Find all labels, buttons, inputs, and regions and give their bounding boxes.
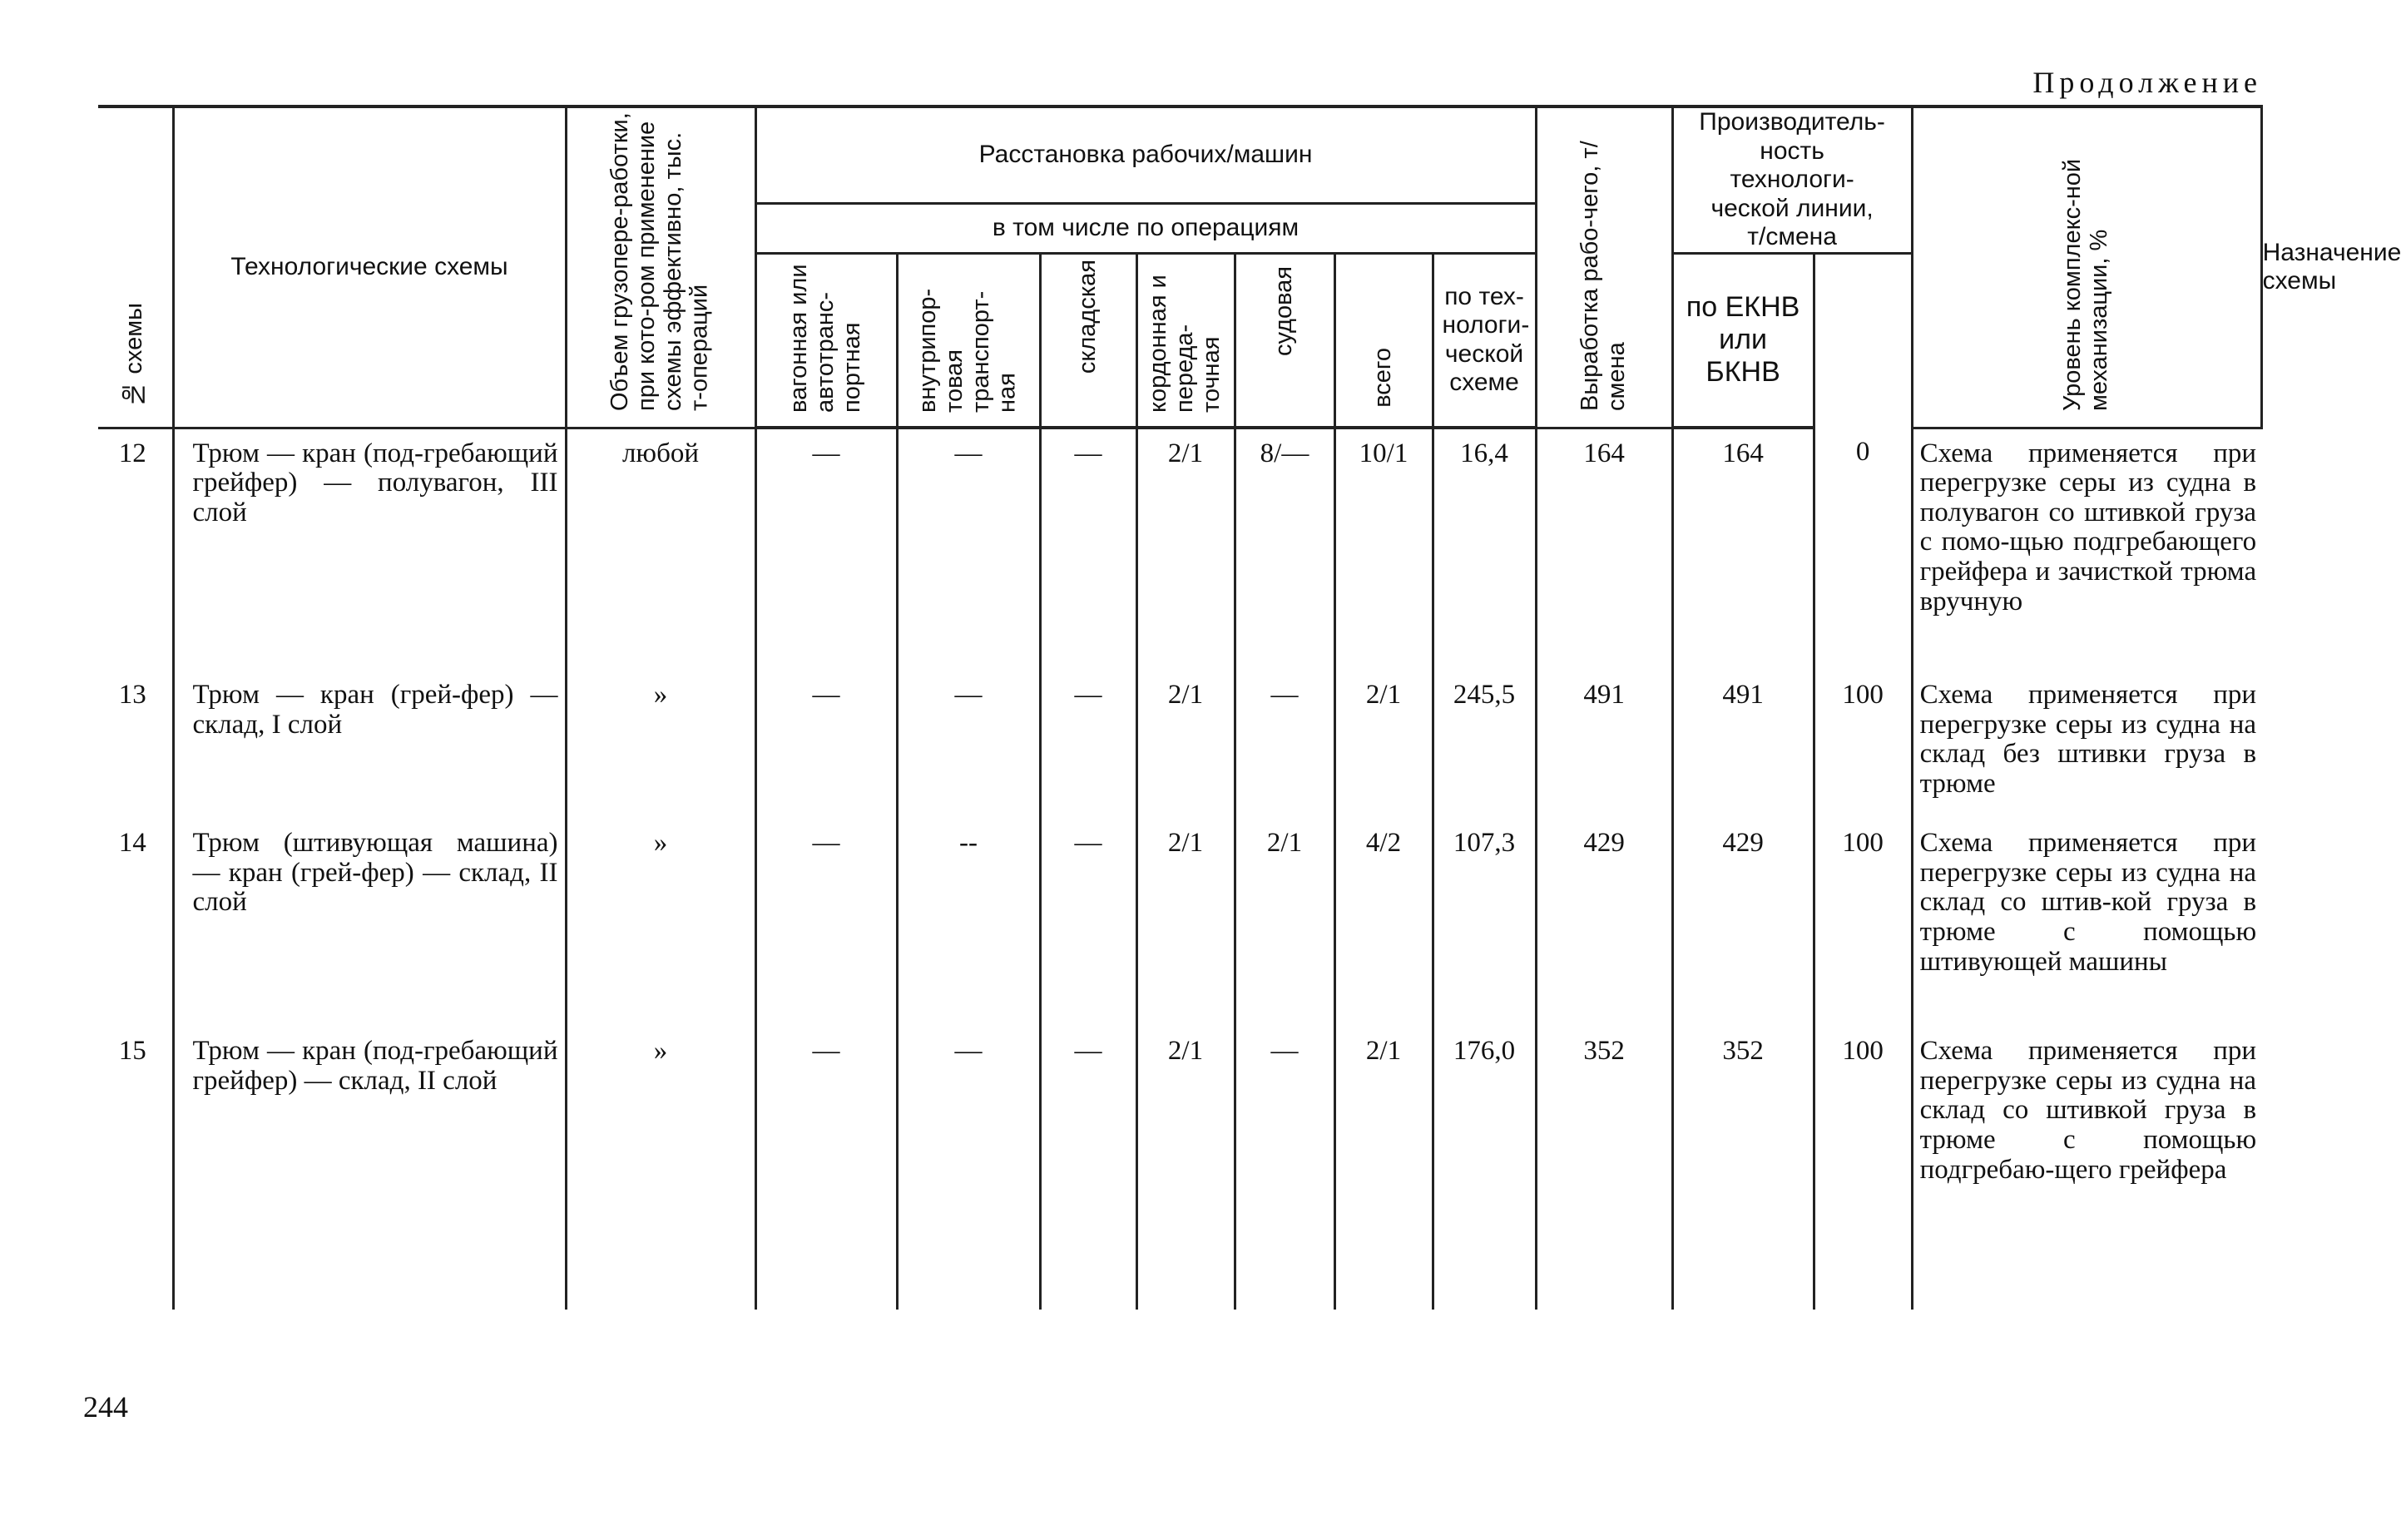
- cell-total: 2/1: [1334, 1027, 1433, 1310]
- header-by-eknv: по ЕКНВ или БКНВ: [1672, 253, 1814, 428]
- cell-by-scheme: 491: [1536, 671, 1672, 819]
- cell-no: 15: [98, 1027, 173, 1310]
- cell-by-eknv: 491: [1672, 671, 1814, 819]
- cell-warehouse: —: [1040, 428, 1136, 671]
- cell-output: 245,5: [1433, 671, 1536, 819]
- cell-internal: —: [897, 428, 1040, 671]
- cell-ship: —: [1235, 1027, 1334, 1310]
- cell-internal: —: [897, 1027, 1040, 1310]
- cell-volume: »: [566, 819, 755, 1027]
- header-op-wagon: вагонная или автотранс-портная: [755, 253, 897, 428]
- cell-by-scheme: 429: [1536, 819, 1672, 1027]
- cell-mech: 100: [1814, 671, 1912, 819]
- cell-by-eknv: 429: [1672, 819, 1814, 1027]
- cell-no: 14: [98, 819, 173, 1027]
- cell-wagon: —: [755, 428, 897, 671]
- cell-no: 13: [98, 671, 173, 819]
- cell-cordon: 2/1: [1136, 819, 1235, 1027]
- cell-mech: 100: [1814, 819, 1912, 1027]
- header-including-ops: в том числе по операциям: [755, 204, 1536, 253]
- cell-warehouse: —: [1040, 819, 1136, 1027]
- header-op-ship: судовая: [1235, 253, 1334, 428]
- cell-cordon: 2/1: [1136, 1027, 1235, 1310]
- cell-output: 176,0: [1433, 1027, 1536, 1310]
- cell-scheme: Трюм — кран (под-гребающий грейфер) — полувагон, III слой: [173, 428, 566, 671]
- cell-internal: --: [897, 819, 1040, 1027]
- header-output: Выработка рабо-чего, т/смена: [1536, 106, 1672, 428]
- cell-cordon: 2/1: [1136, 671, 1235, 819]
- cell-warehouse: —: [1040, 1027, 1136, 1310]
- continued-label: Продолжение: [2032, 66, 2262, 99]
- cell-scheme: Трюм — кран (грей-фер) — склад, I слой: [173, 671, 566, 819]
- cell-cordon: 2/1: [1136, 428, 1235, 671]
- cell-volume: любой: [566, 428, 755, 671]
- cell-mech: 0: [1814, 428, 1912, 671]
- cell-total: 10/1: [1334, 428, 1433, 671]
- schemes-table-container: [98, 105, 2401, 1310]
- cell-scheme: Трюм (штивующая машина) — кран (грей-фер) — склад, II слой: [173, 819, 566, 1027]
- header-op-warehouse: складская: [1040, 253, 1136, 428]
- cell-warehouse: —: [1040, 671, 1136, 819]
- header-placement: Расстановка рабочих/машин: [755, 106, 1536, 204]
- cell-wagon: —: [755, 819, 897, 1027]
- cell-purpose: Схема применяется при перегрузке серы из судна на склад без штивки груза в трюме: [1912, 671, 2261, 819]
- cell-internal: —: [897, 671, 1040, 819]
- table-row: [98, 1027, 2261, 1310]
- cell-output: 107,3: [1433, 819, 1536, 1027]
- schemes-table: № схемы Технологические схемы Объем грузопере-работки, при кото-ром применение схемы эффективно, тыс. т-операций Расстановка рабочих/машин Выработка рабо-чего, т/смена Производитель-ность технологи-ческой линии, т/смена Уровень комплекс-ной механизации, % Назначение схемы в том числе по операциям вагонная или автотранс-портная внутрипор-товая транспорт-ная складская кордонная и переда-точная судовая всего по тех-нологи-ческой схеме по ЕКНВ или БКНВ 12 Трюм — кран (под-гребающий грейфер) — полувагон, III слой любой — — — 2/1 8/— 10/1 16,4 164 164 0 Схема применяется при перегрузке серы из судна в полувагон со штивкой груза с помо-щью подгребающего грейфера и зачисткой трюма вручную 13 Трюм — кран (грей-фер) — склад, I слой » — — — 2/1 — 2/1 245,5 491 491 100 Схема применяется при перегрузке серы из судна на склад без штивки груза в трюме 14 Трюм (штивующая машина) — кран (грей-фер) — склад, II слой » — -- — 2/1 2/1 4/2 107,3 429 429 100 Схема применяется при перегрузке серы из судна на склад со штив-кой груза в трюме с помощью штивующей машины 15 Трюм — кран (под-гребающий грейфер) — склад, II слой » — — — 2/1 — 2/1 176,0 352 352 100 Схема применяется при перегрузке серы из судна на склад со штивкой груза в трюме с помощью подгребаю-щего грейфера: [98, 105, 2261, 1310]
- cell-volume: »: [566, 1027, 755, 1310]
- cell-by-eknv: 352: [1672, 1027, 1814, 1310]
- cell-ship: 8/—: [1235, 428, 1334, 671]
- cell-purpose: Схема применяется при перегрузке серы из судна на склад со штив-кой груза в трюме с помощью штивующей машины: [1912, 819, 2261, 1027]
- cell-by-scheme: 164: [1536, 428, 1672, 671]
- cell-volume: »: [566, 671, 755, 819]
- cell-purpose: Схема применяется при перегрузке серы из судна в полувагон со штивкой груза с помо-щью подгребающего грейфера и зачисткой трюма вручную: [1912, 428, 2261, 671]
- header-op-internal: внутрипор-товая транспорт-ная: [897, 253, 1040, 428]
- cell-wagon: —: [755, 1027, 897, 1310]
- table-row: [98, 671, 2261, 819]
- cell-ship: —: [1235, 671, 1334, 819]
- cell-total: 4/2: [1334, 819, 1433, 1027]
- cell-by-eknv: 164: [1672, 428, 1814, 671]
- header-by-scheme: по тех-нологи-ческой схеме: [1433, 253, 1536, 428]
- cell-output: 16,4: [1433, 428, 1536, 671]
- cell-total: 2/1: [1334, 671, 1433, 819]
- header-op-cordon: кордонная и переда-точная: [1136, 253, 1235, 428]
- header-tech-schemes: Технологические схемы: [173, 106, 566, 428]
- header-mech-level: Уровень комплекс-ной механизации, %: [1912, 106, 2261, 428]
- cell-purpose: Схема применяется при перегрузке серы из судна на склад со штивкой груза в трюме с помощью подгребаю-щего грейфера: [1912, 1027, 2261, 1310]
- header-productivity: Производитель-ность технологи-ческой линии, т/смена: [1672, 106, 1912, 253]
- table-row: [98, 428, 2261, 671]
- cell-wagon: —: [755, 671, 897, 819]
- table-row: [98, 819, 2261, 1027]
- page-number: 244: [83, 1390, 128, 1424]
- header-volume: Объем грузопере-работки, при кото-ром применение схемы эффективно, тыс. т-операций: [566, 106, 755, 428]
- cell-mech: 100: [1814, 1027, 1912, 1310]
- cell-no: 12: [98, 428, 173, 671]
- header-scheme-no: № схемы: [98, 106, 173, 428]
- header-op-total: всего: [1334, 253, 1433, 428]
- cell-scheme: Трюм — кран (под-гребающий грейфер) — склад, II слой: [173, 1027, 566, 1310]
- cell-by-scheme: 352: [1536, 1027, 1672, 1310]
- cell-ship: 2/1: [1235, 819, 1334, 1027]
